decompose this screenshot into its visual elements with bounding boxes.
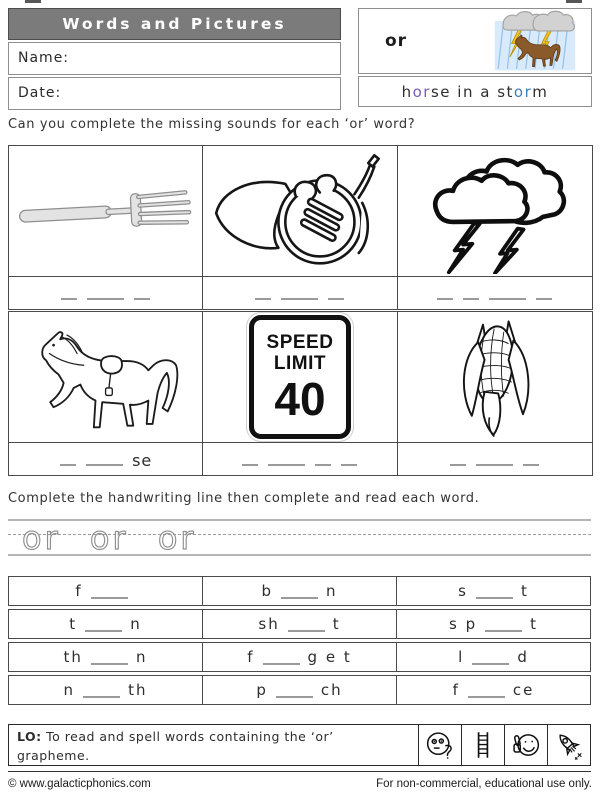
answer-blank[interactable] [242, 461, 258, 466]
horse-in-storm-illustration [487, 10, 583, 72]
caption [358, 76, 592, 107]
lo-icon-cell [547, 725, 590, 765]
answer-blank[interactable] [341, 461, 357, 466]
caption-part: h [401, 82, 413, 101]
word-suffix: d [517, 648, 529, 666]
answer-blank[interactable] [536, 295, 552, 300]
word-cell-thorn [9, 643, 203, 671]
word-prefix: f [452, 681, 460, 699]
answer-blank[interactable] [60, 461, 76, 466]
corner-mark [566, 0, 582, 3]
fork-image [16, 186, 196, 237]
word-prefix: l [458, 648, 465, 666]
word-cell-force [397, 676, 590, 704]
word-suffix: t [332, 615, 341, 633]
instruction-1: Can you complete the missing sounds for each ‘or’ word? [8, 117, 416, 132]
answer-strip-storm [398, 277, 592, 309]
answer-blank[interactable] [255, 295, 271, 300]
lo-label: LO: [17, 729, 42, 744]
answer-blank[interactable] [437, 295, 453, 300]
word-cell-for [9, 577, 203, 605]
answer-blank[interactable] [86, 461, 123, 466]
header-left [8, 8, 341, 110]
name-field[interactable] [8, 42, 341, 75]
corn-image [443, 315, 547, 439]
word-prefix: f [75, 582, 83, 600]
horse-image [20, 314, 192, 440]
answer-blank[interactable] [281, 295, 318, 300]
grapheme-label: or [385, 31, 408, 51]
sign-line-2: LIMIT [273, 353, 327, 374]
word-cell-sport [397, 610, 590, 638]
lo-body: To read and spell words containing the ‘or’ grapheme. [17, 729, 334, 763]
word-prefix: s [458, 582, 468, 600]
answer-blank[interactable] [523, 461, 539, 466]
thinking-face-icon [425, 730, 455, 760]
corner-mark [25, 0, 41, 3]
answer-strip-corn [398, 443, 592, 475]
answer-blank[interactable] [61, 295, 77, 300]
rocket-icon [554, 730, 584, 760]
word-row [8, 675, 591, 705]
sign-number: 40 [274, 373, 326, 425]
word-blank[interactable] [263, 660, 300, 665]
date-label: Date: [18, 85, 62, 101]
word-blank[interactable] [485, 627, 522, 632]
word-blank[interactable] [468, 693, 505, 698]
lo-icon-cell [504, 725, 547, 765]
picture-cell-storm [398, 146, 592, 277]
learning-objective-text [9, 725, 418, 765]
name-label: Name: [18, 50, 70, 66]
word-prefix: f [247, 648, 255, 666]
word-cell-forget [203, 643, 397, 671]
answer-strip-horn [203, 277, 397, 309]
word-suffix: n [130, 615, 142, 633]
sign-line-1: SPEED [266, 332, 334, 353]
word-suffix: t [520, 582, 529, 600]
word-suffix: g e t [307, 648, 352, 666]
word-prefix: b [261, 582, 273, 600]
word-blank[interactable] [83, 693, 120, 698]
word-prefix: s p [449, 615, 478, 633]
answer-blank[interactable] [134, 295, 150, 300]
caption-part: se in a st [430, 82, 514, 101]
word-cell-sort [397, 577, 590, 605]
answer-blank[interactable] [268, 461, 305, 466]
word-suffix: th [128, 681, 148, 699]
picture-cell-corn [398, 312, 592, 443]
word-prefix: th [63, 648, 83, 666]
storm-clouds-image [415, 148, 575, 274]
picture-cell-fork [9, 146, 203, 277]
answer-blank[interactable] [463, 295, 479, 300]
word-suffix: t [530, 615, 538, 633]
caption-part: or [412, 82, 431, 101]
learning-objective-box [8, 724, 591, 766]
french-horn-image [209, 151, 391, 272]
thumbs-up-icon [511, 730, 541, 760]
answer-blank[interactable] [450, 461, 466, 466]
answer-blank[interactable] [476, 461, 513, 466]
caption-part: m [532, 82, 549, 101]
ladder-icon [468, 730, 498, 760]
word-blank[interactable] [476, 594, 513, 599]
picture-grid-row-2 [8, 311, 593, 476]
handwriting-line[interactable] [8, 519, 591, 556]
word-prefix: sh [258, 615, 280, 633]
word-blank[interactable] [472, 660, 509, 665]
answer-strip-fork [9, 277, 203, 309]
worksheet-title: Words and Pictures [8, 8, 341, 40]
word-row [8, 609, 591, 639]
lo-icon-cell [418, 725, 461, 765]
word-table [8, 576, 591, 708]
answer-letters: se [132, 451, 153, 470]
word-blank[interactable] [85, 627, 122, 632]
word-blank[interactable] [281, 594, 318, 599]
word-suffix: n [326, 582, 338, 600]
picture-cell-speed-limit [203, 312, 397, 443]
lo-icon-cell [461, 725, 504, 765]
trace-letters[interactable]: or or or [22, 519, 197, 557]
grapheme-box [358, 8, 592, 74]
date-field[interactable] [8, 77, 341, 110]
footer-copyright: © www.galacticphonics.com [8, 778, 151, 790]
picture-grid-row-1 [8, 145, 593, 310]
picture-cell-horse [9, 312, 203, 443]
instruction-2: Complete the handwriting line then complete and read each word. [8, 491, 480, 506]
word-cell-short [203, 610, 397, 638]
word-blank[interactable] [288, 627, 325, 632]
word-row [8, 642, 591, 672]
answer-blank[interactable] [87, 295, 124, 300]
word-cell-north [9, 676, 203, 704]
word-suffix: ch [320, 681, 343, 699]
word-row [8, 576, 591, 606]
answer-blank[interactable] [315, 461, 331, 466]
word-blank[interactable] [276, 693, 313, 698]
word-prefix: p [256, 681, 268, 699]
speed-limit-sign [249, 315, 351, 439]
header-right [358, 8, 592, 107]
word-blank[interactable] [91, 594, 128, 599]
picture-cell-french-horn [203, 146, 397, 277]
word-cell-born [203, 577, 397, 605]
footer-divider [8, 771, 591, 772]
answer-strip-forty [203, 443, 397, 475]
word-cell-torn [9, 610, 203, 638]
footer-license: For non-commercial, educational use only. [376, 778, 592, 790]
answer-blank[interactable] [489, 295, 526, 300]
word-prefix: t [69, 615, 78, 633]
word-suffix: ce [512, 681, 535, 699]
caption-part: or [513, 82, 533, 101]
word-prefix: n [63, 681, 76, 699]
word-cell-lord [397, 643, 590, 671]
answer-blank[interactable] [328, 295, 344, 300]
answer-strip-horse [9, 443, 203, 475]
word-cell-porch [203, 676, 397, 704]
word-blank[interactable] [91, 660, 128, 665]
word-suffix: n [135, 648, 148, 666]
